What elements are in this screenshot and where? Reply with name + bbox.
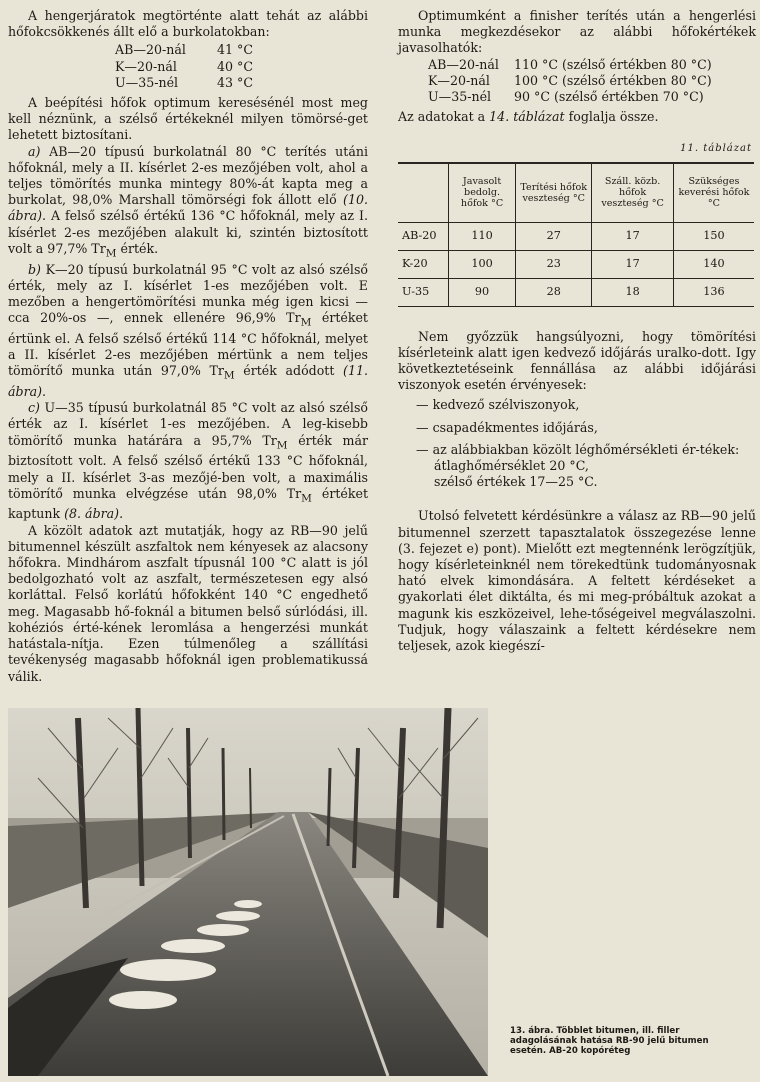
subscript: M: [301, 492, 312, 505]
list-item: — csapadékmentes időjárás,: [416, 419, 598, 435]
column-header: Terítési hőfok veszteség °C: [516, 163, 592, 223]
text: foglalja össze.: [564, 109, 659, 125]
column-header: [398, 163, 449, 223]
list-item: [398, 73, 756, 89]
table-row: [398, 222, 754, 250]
table-cell: AB-20: [398, 222, 449, 250]
text: érték.: [116, 240, 159, 256]
list-item: [398, 89, 756, 105]
text: érték már biztosított volt. A felső szélső értékű 133 °C hőfoknál, mely a II. kísérlet 3-as mezőjé-ben volt, a maximális tömörítő munka elvégzése után 98,0% Tr: [8, 432, 368, 501]
table-cell: 17: [592, 222, 674, 250]
subscript: M: [105, 247, 117, 260]
subscript: M: [276, 439, 288, 452]
list-item: [8, 75, 368, 91]
table-cell: 150: [673, 222, 754, 250]
temp-value: 40 °C: [217, 58, 253, 74]
road-photograph: [8, 708, 488, 1076]
item-label: c): [28, 400, 40, 416]
temp-value: 41 °C: [217, 42, 253, 58]
table-cell: 110: [449, 222, 516, 250]
table-cell: 27: [516, 222, 592, 250]
text: érték adódott: [234, 363, 344, 379]
table-cell: K-20: [398, 250, 449, 278]
table-cell: 18: [592, 278, 674, 306]
left-column: [8, 8, 368, 685]
table-cell: 28: [516, 278, 592, 306]
table-cell: 23: [516, 250, 592, 278]
table-cell: 17: [592, 250, 674, 278]
table-caption: 11. táblázat: [680, 143, 752, 155]
temperature-drop-list: [8, 42, 368, 91]
table-ref: 14. táblázat: [489, 109, 565, 125]
temp-value: 110 °C (szélső értékben 80 °C): [514, 56, 712, 72]
road-photo-illustration: [8, 708, 488, 1076]
text: K—20 típusú burkolatnál 95 °C volt az alsó szélső érték, mely az I. kísérlet 1-es mezőjében volt. E mezőben a hengertömörítési munka még igen kicsi — cca 20%-os —, ennek ellenére 96,9% Tr: [8, 261, 368, 326]
paragraph: A közölt adatok azt mutatják, hogy az RB—90 jelű bitumennel készült aszfaltok nem kényesek az alacsony hőfokra. Mindhárom aszfalt típusnál 100 °C alatt is jól bedolgozható volt az aszfalt, természetesen egy alsó korláttal. Felső korlátú hőfokként 140 °C engedhető meg. Magasabb hő-foknál a bitumen belső súrlódási, ill. kohéziós érté-kének leromlása a hengerzési munkát hatástala-nítja. Ezen túlmenőleg a szállítási tevékenység magasabb hőfoknál igen problematikussá válik.: [8, 522, 368, 684]
type-label: AB—20-nál: [115, 42, 186, 58]
subscript: M: [300, 316, 312, 329]
list-subitem: szélső értékek 17—25 °C.: [434, 474, 598, 490]
figure-caption: 13. ábra. Többlet bitumen, ill. filler adagolásának hatása RB-90 jelű bitumen esetén. AB-20 kopóréteg: [510, 1026, 709, 1056]
type-label: AB—20-nál: [428, 56, 499, 72]
table-cell: 90: [449, 278, 516, 306]
list-item: — az alábbiakban közölt léghőmérsékleti ér-tékek:: [416, 441, 740, 457]
paragraph-a: [8, 144, 368, 262]
text: Az adatokat a: [398, 109, 490, 125]
paragraph: Optimumként a finisher terítés után a hengerlési munka megkezdésekor az alábbi hőfokértékek javasolhatók:: [398, 8, 756, 56]
text: A felső szélső értékű 136 °C hőfoknál, mely az I. kísérlet 2-es mezőjében alakult ki, szintén biztosított volt a 97,7% Tr: [8, 208, 368, 256]
type-label: U—35-nél: [115, 74, 179, 90]
type-label: K—20-nál: [115, 58, 177, 74]
text: értéket értünk el. A felső szélső értékű 114 °C hőfoknál, melyet a II. kísérlet 2-es mezőjében mértünk a nem teljes tömörítő munka után 97,0% Tr: [8, 310, 368, 379]
table-row: [398, 278, 754, 306]
column-header: Száll. közb. hőfok veszteség °C: [592, 163, 674, 223]
paragraph-b: [8, 262, 368, 401]
item-label: b): [28, 261, 41, 277]
table-row: [398, 250, 754, 278]
list-item: [8, 42, 368, 58]
list-item: — kedvező szélviszonyok,: [416, 397, 580, 413]
type-label: U—35-nél: [428, 89, 492, 105]
list-subitem: átlaghőmérséklet 20 °C,: [434, 458, 589, 474]
paragraph: Nem győzzük hangsúlyozni, hogy tömörítési kísérleteink alatt igen kedvező időjárás uralko-dott. Igy következtetéseink fennállása az alábbi időjárási viszonyok esetén érvényesek:: [398, 328, 756, 393]
temp-value: 90 °C (szélső értékben 70 °C): [514, 89, 704, 105]
text: U—35 típusú burkolatnál 85 °C volt az alsó szélső érték az I. kísérlet 1-es mezőjében. A leg-kisebb tömörítő munka határára a 95,7% Tr: [8, 400, 368, 448]
table-cell: 136: [673, 278, 754, 306]
table-cell: 100: [449, 250, 516, 278]
temp-value: 100 °C (szélső értékben 80 °C): [514, 72, 712, 88]
figure-ref: (10. ábra).: [8, 192, 368, 224]
text: értéket kaptunk: [8, 485, 369, 522]
temp-value: 43 °C: [217, 74, 253, 90]
paragraph: [398, 109, 756, 125]
table-header-row: [398, 163, 754, 223]
type-label: K—20-nál: [428, 72, 490, 88]
optimum-temperature-list: [398, 57, 756, 106]
paragraph: Utolsó felvetett kérdésünkre a válasz az RB—90 jelű bitumennel szerzett tapasztalatok összegezése lenne (3. fejezet e) pont). Mielőtt ezt megtennénk lerögzítjük, hogy kísérleteinknél nem törekedtünk tudományosnak ható elvek kimondására. A feltett kérdéseket a gyakorlati élet diktálta, és mi meg-próbáltuk azokat a magunk kis eszközeivel, lehe-tőségeivel megválaszolni. Tudjuk, hogy válaszaink a feltett kérdésekre nem teljesek, azok kiegészí-: [398, 508, 756, 654]
column-header: Javasolt bedolg. hőfok °C: [449, 163, 516, 223]
figure-ref: (8. ábra).: [64, 506, 124, 522]
subscript: M: [223, 369, 235, 382]
paragraph: A hengerjáratok megtörténte alatt tehát az alábbi hőfokcsökkenés állt elő a burkolatokban:: [8, 8, 368, 40]
paragraph-c: [8, 400, 368, 522]
conditions-list: [398, 397, 756, 490]
table-cell: U-35: [398, 278, 449, 306]
list-item: [398, 57, 756, 73]
text: AB—20 típusú burkolatnál 80 °C terítés utáni hőfoknál, mely a II. kísérlet 2-es mezőjében volt, ahol a teljes tömörítés munka mintegy 80%-át kapta meg a burkolat, 98,0% Marshall tömörségi fok állott elő: [8, 143, 368, 208]
item-label: a): [28, 143, 41, 159]
figure-ref: (11. ábra).: [8, 363, 368, 400]
data-table: [398, 162, 754, 307]
list-item: [8, 59, 368, 75]
right-column: [398, 8, 756, 654]
paragraph: A beépítési hőfok optimum keresésénél most meg kell néznünk, a szélső értékeknél milyen tömörsé-get lehetett biztosítani.: [8, 95, 368, 143]
column-header: Szükséges keverési hőfok °C: [673, 163, 754, 223]
table-cell: 140: [673, 250, 754, 278]
